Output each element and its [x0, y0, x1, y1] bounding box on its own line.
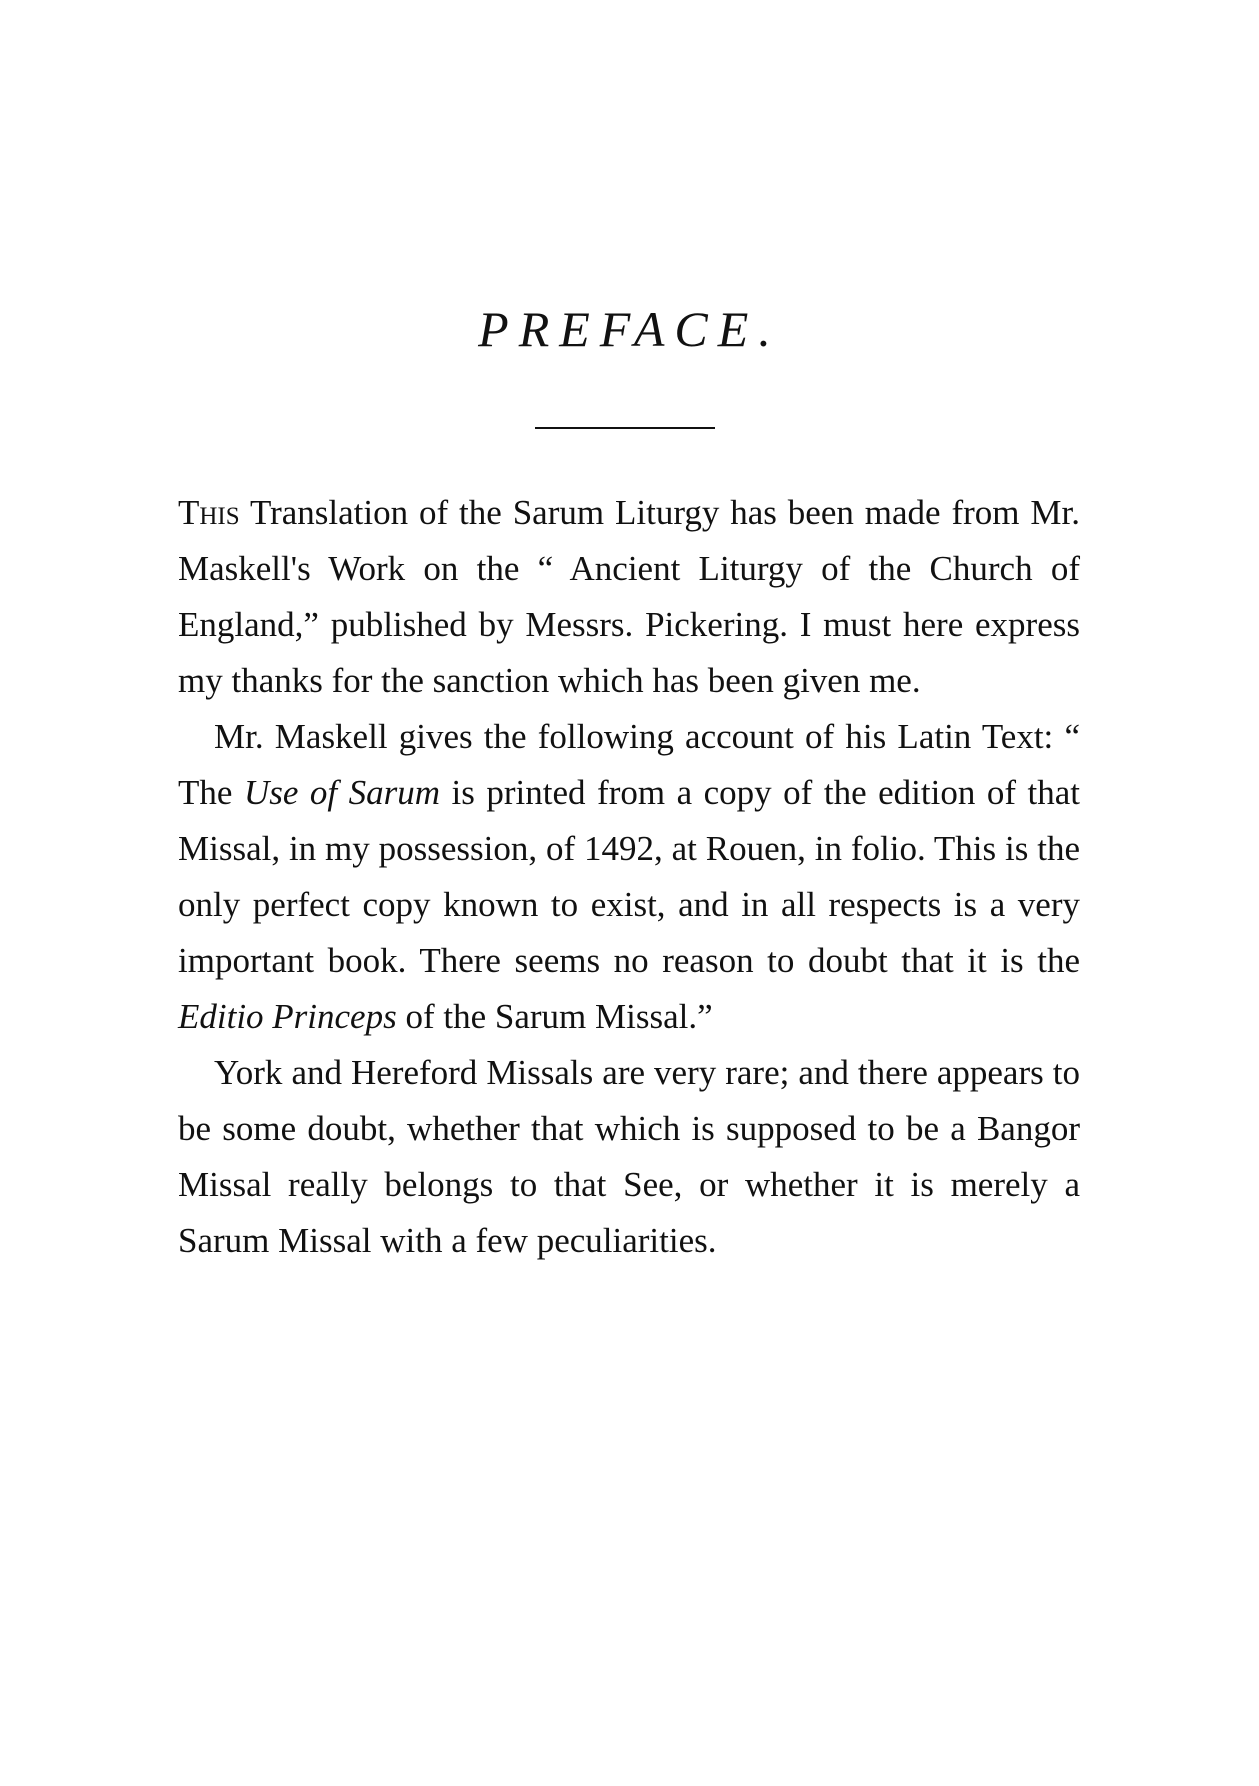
paragraph-3: [178, 1045, 1080, 1269]
italic-use-of-sarum: Use of Sarum: [243, 773, 441, 812]
page-title: PREFACE.: [478, 301, 781, 357]
paragraph-1: [178, 485, 1080, 709]
lead-caps: This: [178, 493, 240, 532]
paragraph-2: [178, 709, 1080, 1045]
paragraph-2-part-3: of the Sarum Missal.”: [396, 997, 713, 1036]
preface-body: [178, 485, 1080, 1269]
title-rule: [535, 427, 715, 429]
paragraph-1-text: Translation of the Sarum Liturgy has been made from Mr. Maskell's Work on the “ Ancient Liturgy of the Church of England,” published by Messrs. Pickering. I must here express my thanks for the sanction which has been given me.: [178, 493, 1080, 700]
paragraph-3-text: York and Hereford Missals are very rare; and there appears to be some doubt, whether that which is supposed to be a Bangor Missal really belongs to that See, or whether it is merely a Sarum Missal with a few peculiarities.: [178, 1053, 1080, 1260]
italic-editio-princeps: Editio Princeps: [178, 997, 397, 1036]
paragraph-2-part-1: Mr. Maskell gives the following account of his Latin Text: “ The: [178, 717, 1080, 812]
paragraph-2-part-2: is printed from a copy of the edition of that Missal, in my possession, of 1492, at Rouen, in folio. This is the only perfect copy known to exist, and in all respects is a very important book. There seems no reason to doubt that it is the: [178, 773, 1080, 980]
